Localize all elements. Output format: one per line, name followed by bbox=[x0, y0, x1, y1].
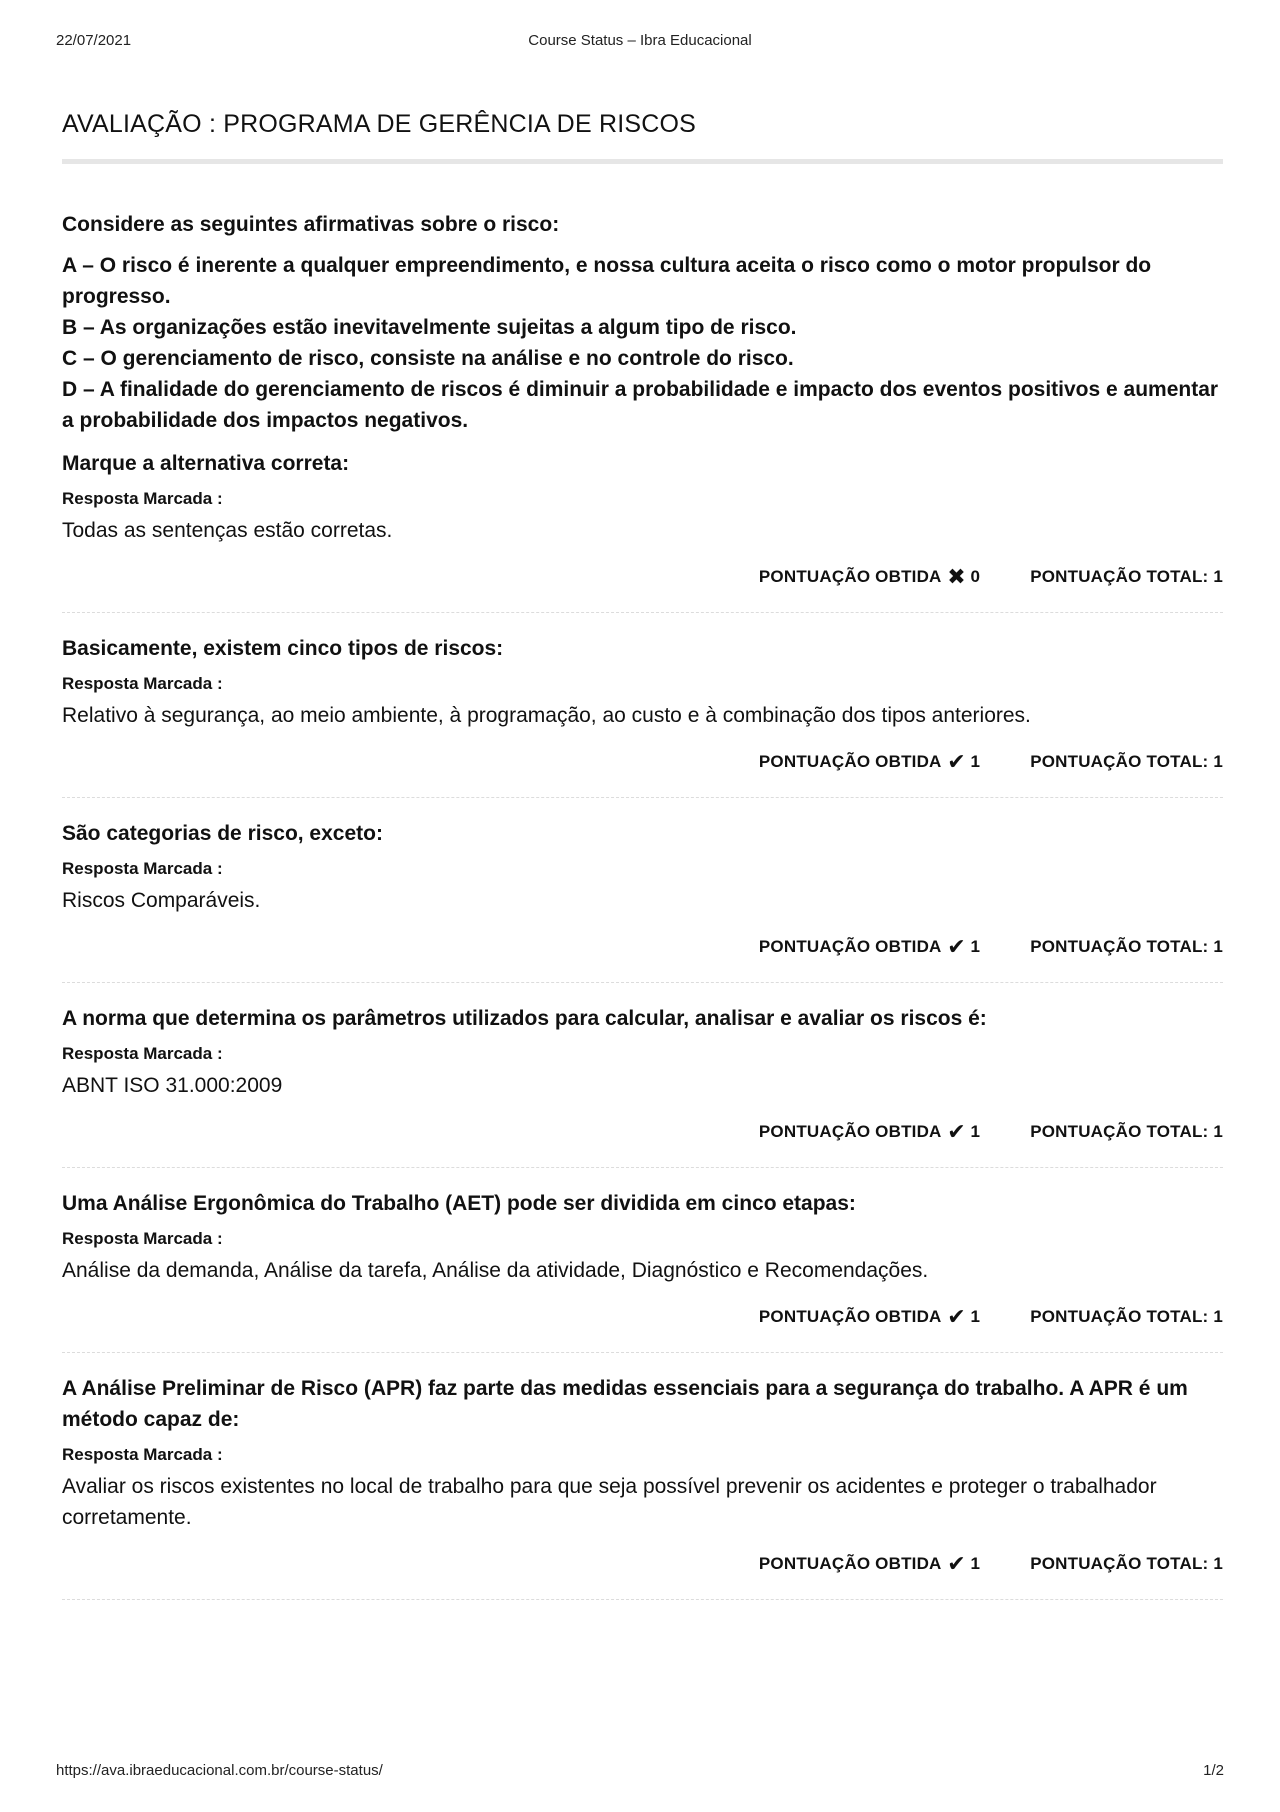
statement-c: C – O gerenciamento de risco, consiste na análise e no controle do risco. bbox=[62, 347, 794, 370]
score-obtained-value: 1 bbox=[970, 1122, 981, 1141]
score-obtained-value: 1 bbox=[970, 1307, 981, 1326]
score-obtained-label: PONTUAÇÃO OBTIDA bbox=[758, 937, 942, 956]
answer-label: Resposta Marcada : bbox=[62, 859, 223, 878]
answer-text: ABNT ISO 31.000:2009 bbox=[62, 1074, 283, 1097]
score-total: PONTUAÇÃO TOTAL: 1 bbox=[1030, 567, 1223, 586]
score-total: PONTUAÇÃO TOTAL: 1 bbox=[1030, 1554, 1223, 1573]
print-footer bbox=[56, 1762, 1224, 1782]
question-text: A norma que determina os parâmetros utilizados para calcular, analisar e avaliar os riscos é: bbox=[62, 1007, 987, 1030]
answer-label: Resposta Marcada : bbox=[62, 1229, 223, 1248]
score-row bbox=[62, 1551, 1223, 1577]
answer-text: Riscos Comparáveis. bbox=[62, 889, 261, 912]
page-url: https://ava.ibraeducacional.com.br/course-status/ bbox=[56, 1762, 383, 1779]
answer-label: Resposta Marcada : bbox=[62, 1445, 223, 1464]
score-obtained bbox=[759, 1551, 980, 1577]
score-row bbox=[62, 1119, 1223, 1145]
score-row bbox=[62, 749, 1223, 775]
page-title: AVALIAÇÃO : PROGRAMA DE GERÊNCIA DE RISCOS bbox=[62, 110, 1223, 164]
question-text: A Análise Preliminar de Risco (APR) faz parte das medidas essenciais para a segurança do trabalho. A APR é um método capaz de: bbox=[62, 1377, 1188, 1431]
score-obtained-label: PONTUAÇÃO OBTIDA bbox=[758, 1554, 942, 1573]
score-total: PONTUAÇÃO TOTAL: 1 bbox=[1030, 1122, 1223, 1141]
check-icon: ✔ bbox=[947, 1551, 966, 1576]
page-number: 1/2 bbox=[1203, 1762, 1224, 1779]
statement-d: D – A finalidade do gerenciamento de riscos é diminuir a probabilidade e impacto dos eventos positivos e aumentar a probabilidade dos impactos negativos. bbox=[62, 378, 1219, 432]
score-obtained-label: PONTUAÇÃO OBTIDA bbox=[758, 752, 942, 771]
score-total: PONTUAÇÃO TOTAL: 1 bbox=[1030, 937, 1223, 956]
answer-label: Resposta Marcada : bbox=[62, 674, 223, 693]
statement-b: B – As organizações estão inevitavelmente sujeitas a algum tipo de risco. bbox=[62, 316, 797, 339]
check-icon: ✔ bbox=[947, 749, 966, 774]
score-total: PONTUAÇÃO TOTAL: 1 bbox=[1030, 752, 1223, 771]
statement-a: A – O risco é inerente a qualquer empreendimento, e nossa cultura aceita o risco como o motor propulsor do progresso. bbox=[62, 254, 1152, 308]
question-block bbox=[62, 983, 1223, 1168]
score-obtained-value: 0 bbox=[970, 567, 981, 586]
question-block bbox=[62, 798, 1223, 983]
score-obtained bbox=[759, 749, 980, 775]
print-date: 22/07/2021 bbox=[56, 32, 132, 49]
score-obtained bbox=[759, 1304, 980, 1330]
course-status-content bbox=[62, 110, 1223, 1600]
question-prompt: Marque a alternativa correta: bbox=[62, 452, 350, 475]
answer-text: Avaliar os riscos existentes no local de trabalho para que seja possível prevenir os acidentes e proteger o trabalhador corretamente. bbox=[62, 1475, 1157, 1529]
score-obtained-value: 1 bbox=[970, 752, 981, 771]
score-obtained-value: 1 bbox=[970, 937, 981, 956]
answer-label: Resposta Marcada : bbox=[62, 489, 223, 508]
score-row bbox=[62, 564, 1223, 590]
check-icon: ✔ bbox=[947, 1304, 966, 1329]
print-header bbox=[56, 32, 1224, 52]
question-statements bbox=[62, 250, 1223, 436]
score-row bbox=[62, 934, 1223, 960]
question-text: Considere as seguintes afirmativas sobre o risco: bbox=[62, 213, 560, 236]
score-obtained-label: PONTUAÇÃO OBTIDA bbox=[758, 1122, 942, 1141]
score-obtained bbox=[759, 934, 980, 960]
answer-label: Resposta Marcada : bbox=[62, 1044, 223, 1063]
question-block bbox=[62, 613, 1223, 798]
print-page-title: Course Status – Ibra Educacional bbox=[528, 32, 752, 49]
cross-icon: ✖ bbox=[947, 564, 966, 589]
question-block bbox=[62, 164, 1223, 613]
question-text: São categorias de risco, exceto: bbox=[62, 822, 383, 845]
question-text: Basicamente, existem cinco tipos de riscos: bbox=[62, 637, 504, 660]
answer-text: Relativo à segurança, ao meio ambiente, à programação, ao custo e à combinação dos tipos anteriores. bbox=[62, 704, 1031, 727]
check-icon: ✔ bbox=[947, 934, 966, 959]
answer-text: Análise da demanda, Análise da tarefa, Análise da atividade, Diagnóstico e Recomendações. bbox=[62, 1259, 929, 1282]
score-row bbox=[62, 1304, 1223, 1330]
score-obtained-value: 1 bbox=[970, 1554, 981, 1573]
check-icon: ✔ bbox=[947, 1119, 966, 1144]
question-block bbox=[62, 1353, 1223, 1600]
question-block bbox=[62, 1168, 1223, 1353]
score-obtained-label: PONTUAÇÃO OBTIDA bbox=[758, 1307, 942, 1326]
question-text: Uma Análise Ergonômica do Trabalho (AET) pode ser dividida em cinco etapas: bbox=[62, 1192, 856, 1215]
score-total: PONTUAÇÃO TOTAL: 1 bbox=[1030, 1307, 1223, 1326]
score-obtained bbox=[759, 564, 980, 590]
score-obtained-label: PONTUAÇÃO OBTIDA bbox=[758, 567, 942, 586]
score-obtained bbox=[759, 1119, 980, 1145]
answer-text: Todas as sentenças estão corretas. bbox=[62, 519, 393, 542]
